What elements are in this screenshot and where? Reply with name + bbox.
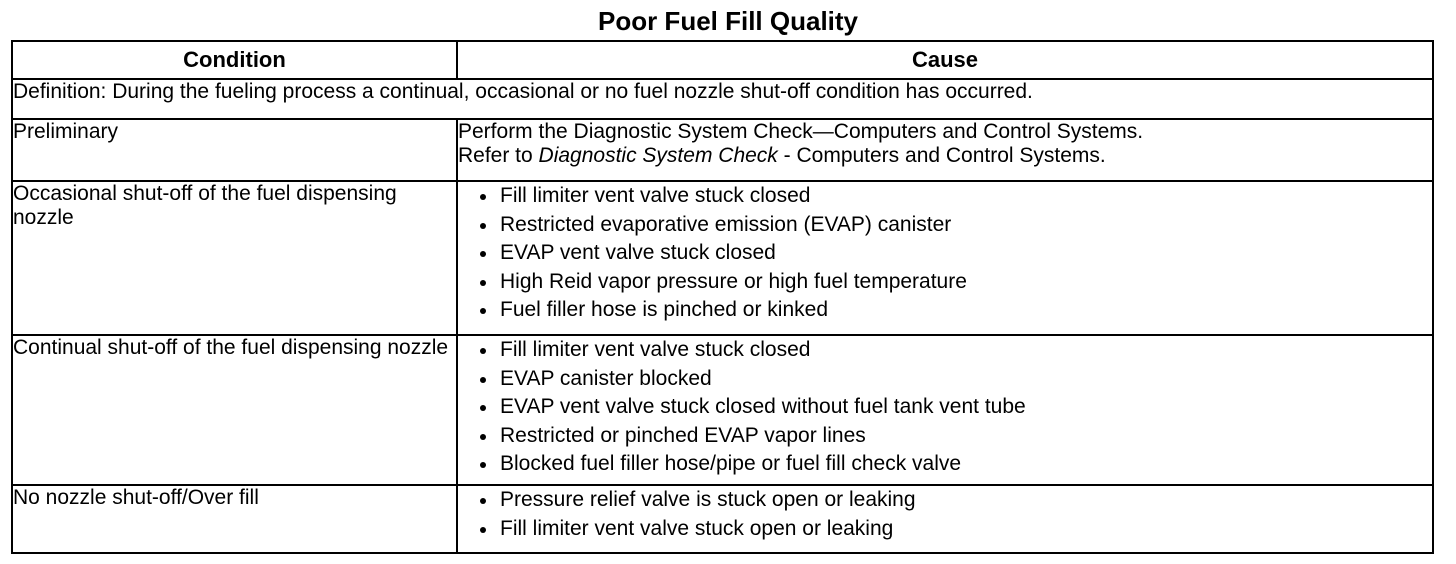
cause-text: Fuel filler hose is pinched or kinked	[500, 298, 829, 321]
cause-list	[458, 486, 1432, 543]
table-header-row	[12, 41, 1433, 79]
list-item	[458, 393, 1432, 422]
list-item	[458, 268, 1432, 297]
definition-row	[12, 79, 1433, 119]
cause-cell	[457, 335, 1433, 485]
condition-cell: Occasional shut-off of the fuel dispensing nozzle	[12, 181, 457, 335]
list-item	[458, 365, 1432, 394]
list-item	[458, 211, 1432, 240]
cause-text: Restricted evaporative emission (EVAP) canister	[500, 212, 952, 236]
cause-text: Fill limiter vent valve stuck closed	[500, 338, 811, 361]
condition-cell: No nozzle shut-off/Over fill	[12, 485, 457, 553]
list-item	[458, 296, 1432, 325]
bullet-icon	[480, 348, 486, 354]
cause-cell	[457, 181, 1433, 335]
list-item	[458, 182, 1432, 211]
bullet-icon	[480, 251, 486, 257]
bullet-icon	[480, 527, 486, 533]
cause-text: EVAP canister blocked	[500, 366, 712, 390]
diagnosis-table	[11, 40, 1434, 554]
cause-text: Restricted or pinched EVAP vapor lines	[500, 423, 866, 447]
condition-cell: Preliminary	[12, 119, 457, 181]
header-condition: Condition	[12, 41, 457, 79]
bullet-icon	[480, 405, 486, 411]
table-row	[12, 335, 1433, 485]
cause-cell	[457, 119, 1433, 181]
bullet-icon	[480, 498, 486, 504]
bullet-icon	[480, 308, 486, 314]
table-row	[12, 181, 1433, 335]
refer-suffix: - Computers and Control Systems.	[777, 144, 1106, 167]
page-title: Poor Fuel Fill Quality	[597, 6, 859, 36]
bullet-icon	[480, 280, 486, 286]
cause-cell	[457, 485, 1433, 553]
definition-text: Definition: During the fueling process a continual, occasional or no fuel nozzle shut-off condition has occurred.	[12, 79, 1433, 119]
cause-list	[458, 182, 1432, 325]
bullet-icon	[480, 462, 486, 468]
list-item	[458, 486, 1432, 515]
diagnostic-check-reference: Diagnostic System Check	[538, 144, 778, 167]
refer-prefix: Refer to	[458, 144, 539, 167]
condition-cell: Continual shut-off of the fuel dispensing nozzle	[12, 335, 457, 485]
list-item	[458, 422, 1432, 451]
list-item	[458, 450, 1432, 479]
cause-text: Fill limiter vent valve stuck closed	[500, 184, 811, 207]
list-item	[458, 336, 1432, 365]
bullet-icon	[480, 223, 486, 229]
cause-text: Blocked fuel filler hose/pipe or fuel fill check valve	[500, 452, 962, 475]
cause-text: Fill limiter vent valve stuck open or leaking	[500, 516, 894, 540]
table-row	[12, 485, 1433, 553]
cause-list	[458, 336, 1432, 479]
cause-text: EVAP vent valve stuck closed	[500, 241, 776, 264]
preliminary-line-1: Perform the Diagnostic System Check—Computers and Control Systems.	[458, 120, 1144, 143]
cause-text: High Reid vapor pressure or high fuel temperature	[500, 269, 967, 293]
cause-text: Pressure relief valve is stuck open or leaking	[500, 488, 916, 511]
preliminary-line-2	[458, 144, 1432, 168]
table-row	[12, 119, 1433, 181]
cause-text: EVAP vent valve stuck closed without fuel tank vent tube	[500, 395, 1026, 418]
list-item	[458, 515, 1432, 544]
bullet-icon	[480, 377, 486, 383]
list-item	[458, 239, 1432, 268]
bullet-icon	[480, 194, 486, 200]
header-cause: Cause	[457, 41, 1433, 79]
bullet-icon	[480, 434, 486, 440]
